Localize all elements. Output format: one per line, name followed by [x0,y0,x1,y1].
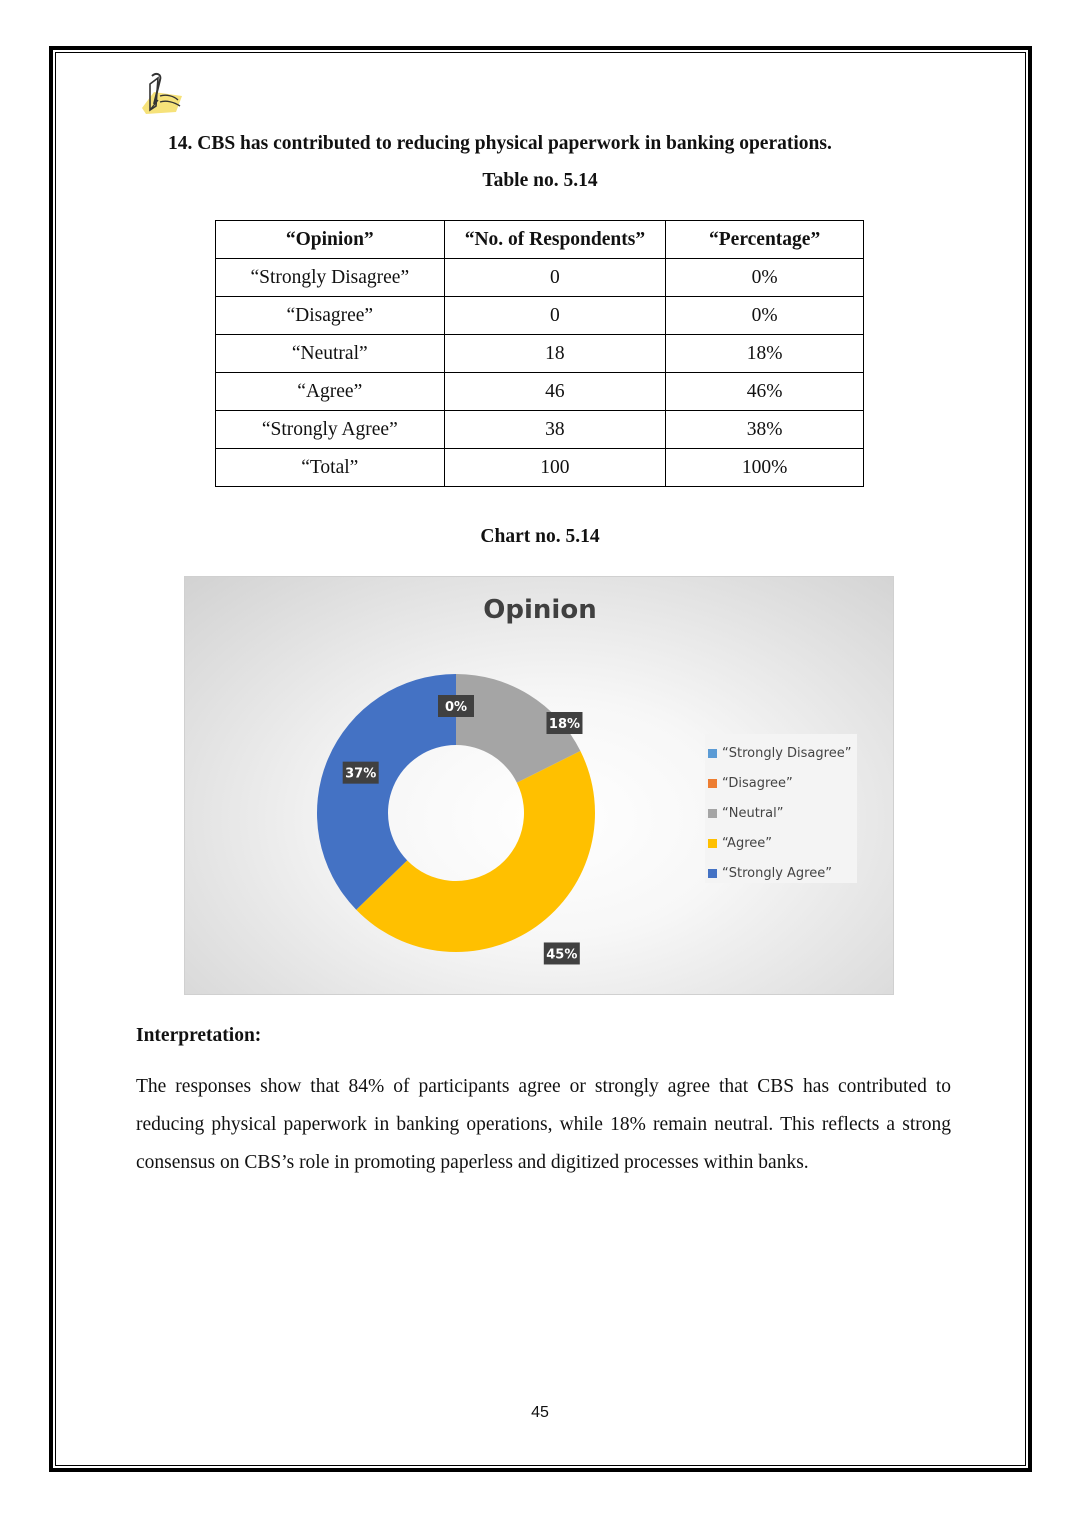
cell-opinion: “Neutral” [216,335,445,373]
cell-opinion: “Agree” [216,373,445,411]
legend-swatch [708,779,717,788]
header-respondents: “No. of Respondents” [444,221,666,259]
legend-swatch [708,839,717,848]
header-percentage: “Percentage” [666,221,864,259]
page-number: 45 [531,1404,549,1421]
respondents-table [215,220,864,487]
legend-item-strongly-disagree [708,738,857,768]
cell-opinion: “Disagree” [216,297,445,335]
cell-percentage: 18% [666,335,864,373]
cell-opinion: “Total” [216,449,445,487]
interpretation-heading: Interpretation: [136,1025,262,1046]
legend-label: “Strongly Agree” [722,866,832,882]
table-row [216,297,864,335]
chart-caption: Chart no. 5.14 [480,526,600,547]
chart-title: Opinion [483,595,597,625]
cell-opinion: “Strongly Agree” [216,411,445,449]
legend-swatch [708,869,717,878]
cell-percentage: 38% [666,411,864,449]
legend-item-agree [708,829,857,859]
cell-respondents: 0 [444,297,666,335]
cell-respondents: 38 [444,411,666,449]
data-label-3 [544,942,580,964]
question-heading: 14. CBS has contributed to reducing physical paperwork in banking operations. [168,133,832,154]
legend-label: “Strongly Disagree” [722,745,852,761]
interpretation-paragraph: The responses show that 84% of participants agree or strongly agree that CBS has contributed to reducing physical paperwork in banking operations, while 18% remain neutral. This reflects a strong consensus on CBS’s role in promoting paperless and digitized processes within banks. [136,1076,951,1173]
cell-percentage: 0% [666,297,864,335]
legend-item-disagree [708,768,857,798]
chart-legend [705,734,857,883]
data-label-4 [343,762,379,784]
table-row [216,411,864,449]
header-opinion: “Opinion” [216,221,445,259]
table-row [216,259,864,297]
legend-swatch [708,749,717,758]
table-header-row [216,221,864,259]
donut-slice-4 [317,674,456,910]
cell-respondents: 100 [444,449,666,487]
legend-label: “Agree” [722,836,772,852]
cell-percentage: 100% [666,449,864,487]
legend-item-strongly-agree [708,859,857,889]
table-row [216,373,864,411]
table-row [216,335,864,373]
data-label-text: 18% [548,717,581,733]
data-label-text: 37% [345,766,377,782]
legend-label: “Neutral” [722,805,784,821]
cell-respondents: 18 [444,335,666,373]
data-label-text: 0% [444,700,468,715]
cell-percentage: 0% [666,259,864,297]
table-row-total [216,449,864,487]
legend-swatch [708,809,717,818]
data-label-2 [546,712,582,734]
cell-percentage: 46% [666,373,864,411]
table-caption: Table no. 5.14 [482,170,598,191]
legend-label: “Disagree” [722,775,793,791]
data-label-0 [438,695,474,717]
data-label-text: 45% [546,947,578,963]
cell-respondents: 0 [444,259,666,297]
cell-opinion: “Strongly Disagree” [216,259,445,297]
legend-item-neutral [708,798,857,828]
cell-respondents: 46 [444,373,666,411]
donut-chart [184,576,894,995]
pen-icon [136,70,188,116]
